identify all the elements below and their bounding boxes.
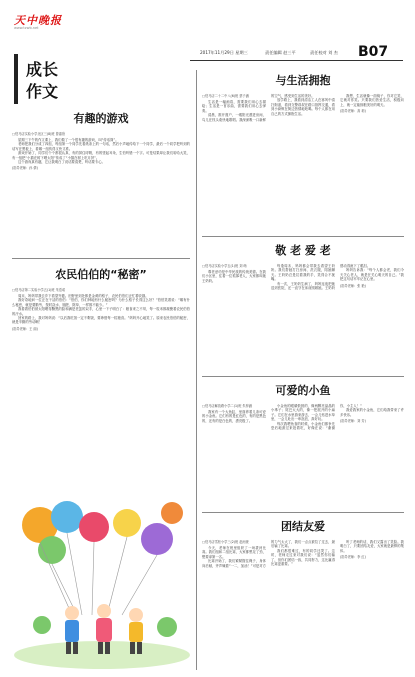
paragraph: 放学路上，我看到清洁工人在寒风中清扫街道，看到交警叔叔在路口指挥交通，看到小商贩在街边热情地吆喝。每个人都在用自己的方式拥抱生活。 xyxy=(271,98,335,116)
paragraph: 听了老师的话，我们又露出了笑脸。我明白了，只要团结友爱，大家就是最棒的集体。 xyxy=(340,540,404,553)
teacher-credit: (指导老师：王 丽) xyxy=(12,326,38,331)
article-embrace-life xyxy=(202,72,404,122)
page-number: B07 xyxy=(358,44,389,60)
masthead xyxy=(0,0,415,72)
teacher-credit: (指导老师：高 莉) xyxy=(340,109,366,114)
paragraph: 我爱我家的小金鱼，它们给我带来了许多快乐。 xyxy=(340,408,404,417)
teacher-credit: (指导老师：李 红) xyxy=(340,555,366,560)
article-respect-elderly xyxy=(202,242,404,290)
section-title-line1: 成长 xyxy=(26,60,59,79)
balloon-icon xyxy=(38,536,66,564)
divider xyxy=(202,376,404,377)
balloon-icon xyxy=(141,523,173,555)
paragraph: 星期三下午的作文课上，我们做了一个很有趣的游戏，叫“传话筒”。 xyxy=(18,138,119,142)
paragraph: 每逢周末，妈妈都会带我去看望王奶奶。我们帮她打扫房间、洗衣服，陪她聊天。王奶奶总是拉着我的手，笑得合不拢嘴。 xyxy=(271,264,335,282)
article-unity-friendship xyxy=(202,518,404,568)
paragraph: 我看着伯伯被太阳晒得黝黑的脸和满是老茧的双手，心里一下子明白了：粮食来之不易，每一粒米都凝聚着农民伯伯的汗水。 xyxy=(12,307,190,316)
balloon-icon xyxy=(113,509,141,537)
article-body xyxy=(12,294,190,325)
paragraph: 我家有一个大鱼缸，里面养着几条可爱的小金鱼。它们有的是红色的，有的是黑色的，还有的是白色的，漂亮极了。 xyxy=(202,410,266,423)
paragraph: 每次我喂鱼食的时候，小金鱼们都争先恐后地游过来抢着吃，好像在说：“谢谢你，小主人！” xyxy=(271,404,362,431)
section-title-line2: 作文 xyxy=(26,82,59,101)
paragraph: 游戏开始了，同学们个个都很认真，有的屏住呼吸，有的竖起耳朵，生怕听错一个字。可是结果却让我们哈哈大笑，有一组把“小猫在树下晒太阳”传成了“小猫在树上吃月饼”。 xyxy=(12,151,190,160)
masthead-logo: 天中晚报 xyxy=(14,14,62,27)
article-byline: □驻马店实验小学北区三(8)班 曾嘉欣 xyxy=(12,132,66,136)
article-body xyxy=(202,540,404,568)
divider xyxy=(202,236,404,237)
paragraph: 妈妈告诉我：“每个人都会老，我们今天关心老人，就是在关心明天的自己。”我把这句话牢牢记在心里。 xyxy=(340,268,404,282)
article-byline: □驻马店解放路小学二(1)班 朱梓涵 xyxy=(202,404,252,408)
article-farmer-secret xyxy=(12,266,190,331)
paragraph: 清晨，推开窗户，一缕阳光洒进房间，鸟儿在枝头欢快地歌唱。我深深吸一口新鲜的空气，感受到生活的美好。 xyxy=(202,94,315,122)
article-body xyxy=(202,94,404,122)
article-byline: □驻马店二十二中八(6)班 蔡子涵 xyxy=(202,94,249,98)
paragraph: 我好奇地问一位正在干活的伯伯：“伯伯，你们种地有什么秘密吗？为什么稻子长得这么好？”伯伯笑着说：“哪有什么秘密，就是要勤劳，按时浇水、施肥、除草，一样都不能少。” xyxy=(12,298,190,307)
balloon-icon xyxy=(161,502,183,524)
paragraph: 回家的路上，我对妈妈说：“以后我吃饭一定不剩饭，要珍惜每一粒粮食。”妈妈开心地笑了。原来农民伯伯的秘密，就是辛勤的劳动啊！ xyxy=(12,316,190,325)
article-cute-fish xyxy=(202,382,404,430)
teacher-credit: (指导老师：孙 倩) xyxy=(12,166,38,171)
article-byline: □驻马店实验小学五(1)班 刘 萌 xyxy=(202,264,247,268)
article-byline: □驻马店第二实验小学五(1)班 朱语诺 xyxy=(12,288,66,292)
paragraph: 今天，老师在班里组织了一场拔河比赛。我们组和二组比赛，大家都憋足了劲，想要拿第一名。 xyxy=(202,546,266,559)
paragraph: 比赛开始了，我们紧紧握住绳子，身体向后倾，齐声喊着“一二，加油！”可是对方的力气太大了，我们一点点被拉了过去，最后输了比赛。 xyxy=(202,540,335,568)
article-title: 农民伯伯的“秘密” xyxy=(55,268,147,281)
section-badge xyxy=(14,54,62,104)
article-body xyxy=(12,138,190,164)
paragraph: 我想，生活就像一面镜子，你对它笑，它就对你笑。只要我们热爱生活，积极向上，就一定能拥抱美好的明天。 xyxy=(340,94,404,107)
masthead-url: www.tzwb.net xyxy=(14,26,39,30)
article-title: 有趣的游戏 xyxy=(73,112,129,125)
paragraph: 我们都很难过，有的同学还哭了。这时，老师走过来对我们说：“虽然你们输了，但你们团结一致，共同努力，这比赢得比赛更重要。” xyxy=(271,548,335,567)
teacher-credit: (指导老师：张 艳) xyxy=(340,283,366,288)
paragraph: 老师把我们分成了四组，每组第一个同学先看纸条上的一句话，然后小声地传给下一个同学，最后一个同学把听到的话写在黑板上，看哪一组传得又快又准。 xyxy=(12,142,190,151)
paragraph: 小金鱼的眼睛鼓鼓的，像两颗亮晶晶的小珠子；尾巴大大的，像一把展开的小扇子。它们在水里游来游去，一会儿钻进水草里，一会儿吐出一串泡泡，真好玩。 xyxy=(271,404,335,422)
article-title: 敬 老 爱 老 xyxy=(275,244,331,257)
paragraph: 有一次，王奶奶生病了，妈妈连夜把她送到医院，还一直守在床前照顾她。王奶奶感动得流下了眼泪。 xyxy=(271,264,371,291)
children-illustration xyxy=(12,495,192,671)
masthead-proofreader: 责任校对 刘 杰 xyxy=(310,50,338,55)
divider xyxy=(12,258,190,259)
balloon-icon xyxy=(51,501,83,533)
masthead-date: 2017年11月29日 星期三 xyxy=(200,50,248,55)
article-title: 团结友爱 xyxy=(281,520,325,533)
article-title: 与生活拥抱 xyxy=(275,74,331,87)
paragraph: 尊老爱幼是中华民族的传统美德。在我们小区里，住着一位孤寡老人，大家都叫她王奶奶。 xyxy=(202,270,266,283)
column-divider xyxy=(196,70,197,670)
balloon-icon xyxy=(79,512,109,542)
paragraph: 这个游戏真有趣，它让我明白了说话要清楚，听话要专心。 xyxy=(18,160,106,165)
article-fun-game xyxy=(12,110,190,170)
masthead-editor: 责任编辑 赵三平 xyxy=(265,50,296,55)
masthead-rule xyxy=(190,60,403,61)
article-title: 可爱的小鱼 xyxy=(275,384,331,397)
teacher-credit: (指导老师：刘 芳) xyxy=(340,419,366,424)
article-byline: □驻马店雪松小学三(2)班 赵雨萱 xyxy=(202,540,249,544)
paragraph: 周末，妈妈带我去乡下看望外婆。田野里到处都是金黄的稻子，农民伯伯们正忙着收割。 xyxy=(18,294,149,298)
divider xyxy=(202,512,404,513)
paragraph: 生活是一幅画卷，需要我们用心去描绘；生活是一首乐曲，需要我们用心去弹奏。 xyxy=(202,100,266,113)
